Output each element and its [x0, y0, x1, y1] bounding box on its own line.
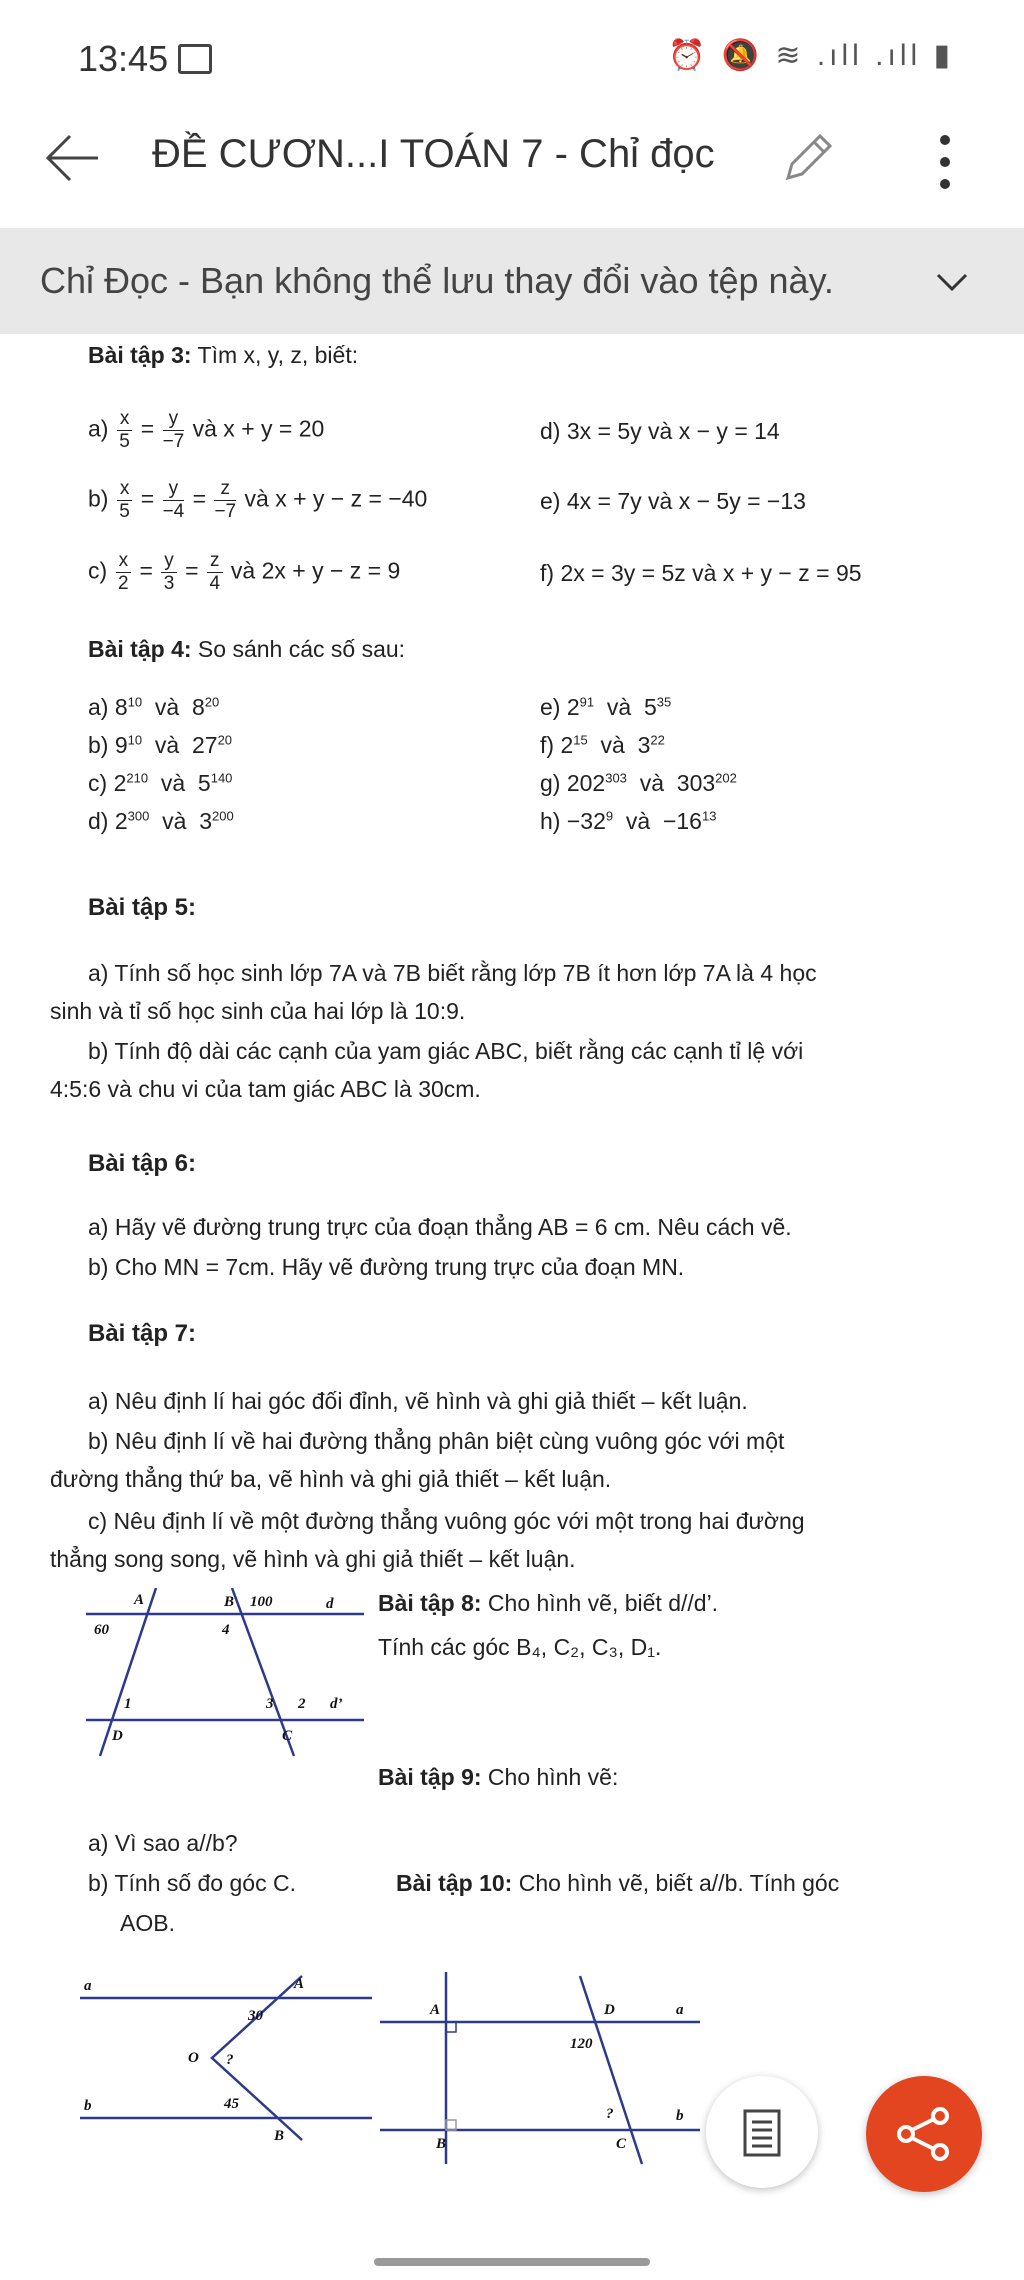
fraction: $\frac{z}{-7}$ [214, 478, 237, 522]
bt3-d [540, 418, 780, 445]
bt4-base2: 27 [191, 732, 218, 758]
bt3-c: c) $\frac{x}{2}$ = $\frac{y}{3}$ = $\frac{z}{4}$ và 2x + y − z = 9 [88, 550, 401, 594]
bt4-exp1: 15 [573, 732, 588, 748]
edit-pencil-icon[interactable] [776, 128, 838, 190]
bt4-item-label: g) [540, 770, 561, 796]
bt4-exp1: 10 [127, 732, 143, 748]
bt4-base1: 2 [566, 694, 580, 720]
bt10-label-C: C [616, 2136, 627, 2152]
bt4-item [88, 694, 219, 721]
document-view-button[interactable] [706, 2076, 818, 2188]
bt9-a: a) Vì sao a//b? [88, 1830, 238, 1856]
bt4-item [540, 770, 737, 797]
share-button[interactable] [866, 2076, 982, 2192]
bt5-a-line1: a) Tính số học sinh lớp 7A và 7B biết rằng lớp 7B ít hơn lớp 7A là 4 học [88, 960, 817, 986]
bt3-heading [88, 342, 358, 369]
bt4-exp2: 140 [210, 770, 233, 786]
bt6-title: Bài tập 6: [88, 1150, 197, 1177]
bt9-label-45: 45 [224, 2096, 239, 2112]
bt10-label-120: 120 [570, 2036, 593, 2052]
bt3-e-text: 4x = 7y và x − 5y = −13 [566, 488, 806, 514]
bt10-heading [396, 1870, 839, 1897]
bt10-title: Bài tập 10: [396, 1870, 513, 1896]
bt4-and: và [160, 770, 186, 796]
bt3-c-condition: và 2x + y − z = 9 [230, 557, 401, 584]
bt3-f [540, 560, 862, 587]
bt3-e [540, 488, 806, 515]
bt10-label-q: ? [606, 2106, 614, 2122]
bt4-and: và [154, 732, 180, 758]
bt7-a: a) Nêu định lí hai góc đối đỉnh, vẽ hình và ghi giả thiết – kết luận. [88, 1388, 748, 1414]
fraction: $\frac{y}{-4}$ [162, 478, 185, 522]
bt9-label-B: B [274, 2128, 285, 2144]
bt4-item-label: a) [88, 694, 109, 720]
gallery-notification-icon [178, 44, 212, 74]
bt9-title: Bài tập 9: [378, 1764, 482, 1790]
bt4-base1: −32 [566, 808, 606, 834]
status-time: 13:45 [78, 38, 169, 79]
bt8-label-A: A [134, 1592, 145, 1608]
bt4-subtitle: So sánh các số sau: [197, 636, 406, 662]
bt5-title: Bài tập 5: [88, 894, 197, 921]
bt10-label-B: B [436, 2136, 447, 2152]
bt4-item-label: e) [540, 694, 561, 720]
bt4-and: và [154, 694, 180, 720]
bt10-figure [380, 1968, 720, 2168]
bt8-text1: Cho hình vẽ, biết d//d’. [487, 1590, 719, 1616]
bt8-label-B: B [224, 1594, 235, 1610]
home-gesture-bar[interactable] [374, 2258, 650, 2266]
bt3-a-condition: và x + y = 20 [192, 415, 325, 442]
bt4-exp2: 20 [217, 732, 233, 748]
bt4-exp2: 202 [715, 770, 737, 786]
bt4-title: Bài tập 4: [88, 636, 192, 662]
bt9-b: b) Tính số đo góc C. [88, 1870, 296, 1896]
bt4-and: và [625, 808, 651, 834]
bt4-exp2: 35 [656, 694, 672, 710]
bt8-label-C: C [282, 1728, 293, 1744]
bt10-label-b: b [676, 2108, 684, 2124]
bt4-and: và [600, 732, 625, 758]
bt10-line2: AOB. [120, 1910, 175, 1936]
bt3-f-text: 2x = 3y = 5z và x + y − z = 95 [560, 560, 862, 586]
bt6-b: b) Cho MN = 7cm. Hãy vẽ đường trung trực của đoạn MN. [88, 1254, 685, 1280]
bt4-exp2: 13 [701, 808, 717, 824]
bt8-label-d2: d’ [330, 1696, 343, 1712]
bt4-and: và [639, 770, 664, 796]
bt9-text: Cho hình vẽ: [487, 1764, 619, 1790]
bt8-line2: Tính các góc B₄, C₂, C₃, D₁. [378, 1634, 662, 1660]
bt3-b: b) $\frac{x}{5}$ = $\frac{y}{-4}$ = $\frac{z}{-7}$ và x + y − z = −40 [88, 478, 428, 522]
bt3-d-text: 3x = 5y và x − y = 14 [566, 418, 780, 444]
bt9-label-A: A [294, 1976, 305, 1992]
bt3-c-label: c) [88, 557, 108, 584]
bt3-title: Bài tập 3: [88, 342, 192, 368]
status-icons: ⏰ 🔕 ≋ .ıll .ıll ▮ [667, 39, 954, 72]
bt9-label-O: O [188, 2050, 199, 2066]
bt4-base1: 9 [114, 732, 128, 758]
bt4-exp1: 300 [127, 808, 150, 824]
bt7-b-line1: b) Nêu định lí về hai đường thẳng phân biệt cùng vuông góc với một [88, 1428, 785, 1454]
bt4-base2: 303 [676, 770, 716, 796]
bt4-item-label: b) [88, 732, 109, 758]
bt7-b-line2: đường thẳng thứ ba, vẽ hình và ghi giả thiết – kết luận. [50, 1466, 612, 1492]
bt4-and: và [162, 808, 187, 834]
bt4-item-label: f) [540, 732, 555, 758]
fraction: $\frac{x}{5}$ [117, 408, 133, 453]
bt4-base1: 2 [114, 808, 128, 834]
read-only-banner[interactable] [0, 228, 1024, 334]
bt3-b-label: b) [88, 485, 109, 512]
bt7-c-line1: c) Nêu định lí về một đường thẳng vuông góc với một trong hai đường [88, 1508, 805, 1534]
bt7-title: Bài tập 7: [88, 1320, 197, 1347]
bt4-exp1: 303 [605, 770, 627, 786]
bt4-base2: 5 [643, 694, 657, 720]
bt3-f-label: f) [540, 560, 555, 586]
bt4-base1: 202 [566, 770, 606, 796]
banner-text: Chỉ Đọc - Bạn không thể lưu thay đổi vào tệp này. [40, 260, 834, 301]
bt8-label-1: 1 [124, 1696, 132, 1712]
bt5-b-line1: b) Tính độ dài các cạnh của yam giác ABC, biết rằng các cạnh tỉ lệ với [88, 1038, 804, 1064]
bt4-exp2: 20 [204, 694, 220, 710]
bt8-label-3: 3 [266, 1696, 274, 1712]
share-icon [894, 2106, 954, 2162]
back-arrow-icon[interactable] [42, 128, 102, 188]
fraction: $\frac{y}{3}$ [161, 550, 177, 595]
bt8-label-2: 2 [298, 1696, 306, 1712]
bt9-label-30: 30 [248, 2008, 263, 2024]
bt4-base2: 8 [191, 694, 205, 720]
bt4-exp2: 22 [650, 732, 665, 748]
bt4-item-label: d) [88, 808, 109, 834]
bt4-base1: 2 [560, 732, 574, 758]
more-options-icon[interactable] [930, 132, 960, 192]
bt3-subtitle: Tìm x, y, z, biết: [197, 342, 359, 368]
bt6-a: a) Hãy vẽ đường trung trực của đoạn thẳng AB = 6 cm. Nêu cách vẽ. [88, 1214, 792, 1240]
bt3-a-label: a) [88, 415, 109, 442]
bt9-figure [76, 1968, 376, 2148]
bt4-item [88, 770, 232, 797]
bt10-text: Cho hình vẽ, biết a//b. Tính góc [518, 1870, 840, 1896]
bt3-d-label: d) [540, 418, 561, 444]
bt9-label-a: a [84, 1978, 92, 1994]
document-icon [742, 2108, 782, 2158]
bt8-label-100: 100 [250, 1594, 273, 1610]
bt4-exp1: 210 [126, 770, 149, 786]
bt10-label-a: a [676, 2002, 684, 2018]
status-bar [0, 0, 1024, 120]
bt8-label-D: D [112, 1728, 123, 1744]
bt3-b-condition: và x + y − z = −40 [244, 485, 428, 512]
bt5-b-line2: 4:5:6 và chu vi của tam giác ABC là 30cm. [50, 1076, 481, 1102]
bt4-base1: 8 [114, 694, 128, 720]
bt7-c-line2: thẳng song song, vẽ hình và ghi giả thiết – kết luận. [50, 1546, 576, 1572]
bt4-item-label: c) [88, 770, 108, 796]
bt8-figure [86, 1588, 366, 1758]
bt8-label-4: 4 [222, 1622, 230, 1638]
bt4-base2: 5 [197, 770, 211, 796]
fraction: $\frac{x}{5}$ [117, 478, 133, 523]
bt4-exp1: 9 [605, 808, 614, 824]
fraction: $\frac{y}{-7}$ [162, 408, 185, 452]
bt5-a-line2: sinh và tỉ số học sinh của hai lớp là 10:9. [50, 998, 466, 1024]
bt4-exp1: 91 [579, 694, 595, 710]
bt4-exp1: 10 [127, 694, 143, 710]
document-title: ĐỀ CƯƠN...I TOÁN 7 - Chỉ đọc [152, 132, 715, 176]
bt4-item [540, 732, 665, 759]
bt8-title: Bài tập 8: [378, 1590, 482, 1616]
bt3-a: a) $\frac{x}{5}$ = $\frac{y}{-7}$ và x + y = 20 [88, 408, 325, 452]
bt8-label-d: d [326, 1596, 334, 1612]
bt4-base2: 3 [637, 732, 651, 758]
bt8-label-60: 60 [94, 1622, 109, 1638]
bt4-item-label: h) [540, 808, 561, 834]
bt9-heading [378, 1764, 618, 1791]
bt10-label-D: D [604, 2002, 615, 2018]
fraction: $\frac{x}{2}$ [116, 550, 132, 595]
bt4-base2: 3 [199, 808, 212, 834]
bt4-item [540, 808, 716, 835]
fraction: $\frac{z}{4}$ [207, 550, 223, 595]
bt4-exp2: 200 [212, 808, 234, 824]
bt4-and: và [606, 694, 632, 720]
bt4-base2: −16 [662, 808, 702, 834]
chevron-down-icon[interactable] [932, 262, 972, 302]
bt9-label-q: ? [226, 2052, 234, 2068]
bt4-item [88, 808, 234, 835]
bt9-label-b: b [84, 2098, 92, 2114]
bt4-base1: 2 [113, 770, 127, 796]
bt4-heading [88, 636, 405, 663]
bt4-item [540, 694, 671, 721]
bt8-line1 [378, 1590, 718, 1617]
bt10-label-A: A [430, 2002, 441, 2018]
bt3-e-label: e) [540, 488, 561, 514]
bt4-item [88, 732, 232, 759]
